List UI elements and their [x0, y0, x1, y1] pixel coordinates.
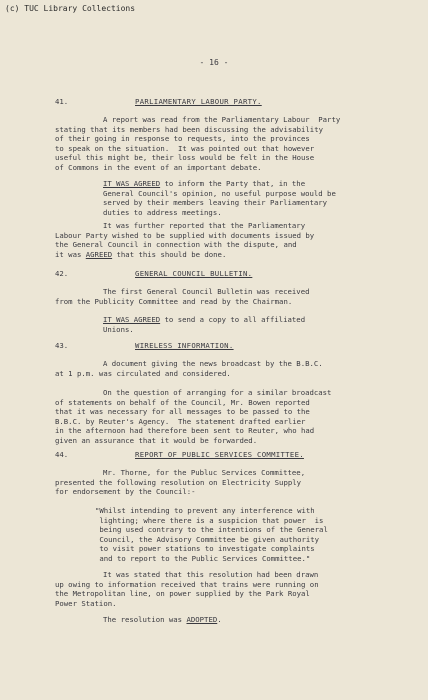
text-line: served by their members leaving their Parliamentary	[103, 198, 328, 208]
paragraph	[55, 287, 383, 306]
section-heading: REPORT OF PUBLIC SERVICES COMMITTEE.	[135, 450, 304, 459]
text-line: and to report to the Public Services Committee."	[95, 553, 311, 563]
text-line: from the Publicity Committee and read by the Chairman.	[55, 296, 293, 306]
agreed-text: IT WAS AGREED	[103, 179, 161, 188]
adopted-text: ADOPTED	[186, 615, 218, 624]
paragraph	[55, 115, 383, 173]
paragraph	[55, 388, 383, 446]
paragraph	[103, 179, 383, 217]
text-line: Council, the Advisory Committee be given authority	[95, 534, 320, 544]
section-heading: WIRELESS INFORMATION.	[135, 341, 234, 350]
text-line: to speak on the situation. It was pointed out that however	[55, 143, 315, 153]
text-line: of statements on behalf of the Council, Mr. Bowen reported	[55, 397, 310, 407]
text-line: Power Station.	[55, 598, 117, 608]
text-line: A document giving the news broadcast by the B.B.C.	[103, 359, 323, 368]
text-line: in the afternoon had therefore been sent to Reuter, who had	[55, 426, 315, 436]
text-line: the Metropolitan line, on power supplied by the Park Royal	[55, 589, 310, 599]
section-number: 42.	[55, 269, 69, 278]
text-line: the General Council in connection with the dispute, and	[55, 240, 297, 250]
text-line: to visit power stations to investigate complaints	[95, 544, 315, 554]
paragraph	[55, 468, 383, 497]
paragraph	[55, 570, 383, 608]
text-line: Mr. Thorne, for the Publuc Services Committee,	[103, 468, 306, 477]
agreed-text: IT WAS AGREED	[103, 315, 161, 324]
paragraph	[103, 315, 383, 334]
text-line: being used contrary to the intentions of the General	[95, 525, 328, 535]
text-line: stating that its members had been discussing the advisability	[55, 124, 323, 134]
text-line: at 1 p.m. was circulated and considered.	[55, 368, 231, 378]
text-line: that it was necessary for all messages to be passed to the	[55, 407, 310, 417]
section-number: 43.	[55, 341, 69, 350]
text-line: for endorsement by the Council:-	[55, 487, 196, 497]
section-heading: PARLIAMENTARY LABOUR PARTY.	[135, 97, 262, 106]
text-line: lighting; where there is a suspicion that power is	[95, 515, 324, 525]
text-line: B.B.C. by Reuter's Agency. The statement drafted earlier	[55, 416, 306, 426]
text-line: given an assurance that it would be forwarded.	[55, 435, 258, 445]
resolution-quote	[95, 506, 395, 564]
paragraph: The resolution was ADOPTED.	[103, 615, 222, 624]
paragraph	[55, 359, 383, 378]
text-line: duties to address meetings.	[103, 207, 222, 217]
text-line: A report was read from the Parliamentary Labour Party	[103, 115, 341, 124]
section-number: 41.	[55, 97, 69, 106]
text-line: It was further reported that the Parliamentary	[103, 221, 306, 230]
text-line: to inform the Party that, in the	[160, 179, 306, 188]
text-line: It was stated that this resolution had been drawn	[103, 570, 319, 579]
watermark: (c) TUC Library Collections	[5, 4, 136, 13]
section-heading: GENERAL COUNCIL BULLETIN.	[135, 269, 253, 278]
text-line: of their going in response to requests, into the provinces	[55, 134, 310, 144]
page-number: - 16 -	[199, 58, 229, 67]
text-line: it was	[55, 249, 86, 259]
text-line: up owing to information received that trains were running on	[55, 579, 319, 589]
paragraph: It was further reported that the Parliamentary Labour Party wished to be supplied with documents issued by the General Council in connection with the dispute, and it was AGREED that this should be done.	[55, 221, 383, 259]
text-line: "Whilst intending to prevent any interference with	[95, 506, 315, 515]
text-line: On the question of arranging for a similar broadcast	[103, 388, 332, 397]
section-number: 44.	[55, 450, 69, 459]
text-line: The first General Council Bulletin was received	[103, 287, 310, 296]
text-line: Labour Party wished to be supplied with documents issued by	[55, 230, 315, 240]
text-line: useful this might be, their loss would be felt in the House	[55, 153, 315, 163]
text-line: Unions.	[103, 324, 134, 334]
text-line: to send a copy to all affiliated	[160, 315, 306, 324]
text-line: of Commons in the event of an important debate.	[55, 162, 262, 172]
text-line: The resolution was	[103, 615, 187, 624]
text-line: General Council's opinion, no useful purpose would be	[103, 188, 336, 198]
agreed-text: AGREED	[85, 249, 113, 259]
text-line: presented the following resolution on Electricity Supply	[55, 477, 302, 487]
